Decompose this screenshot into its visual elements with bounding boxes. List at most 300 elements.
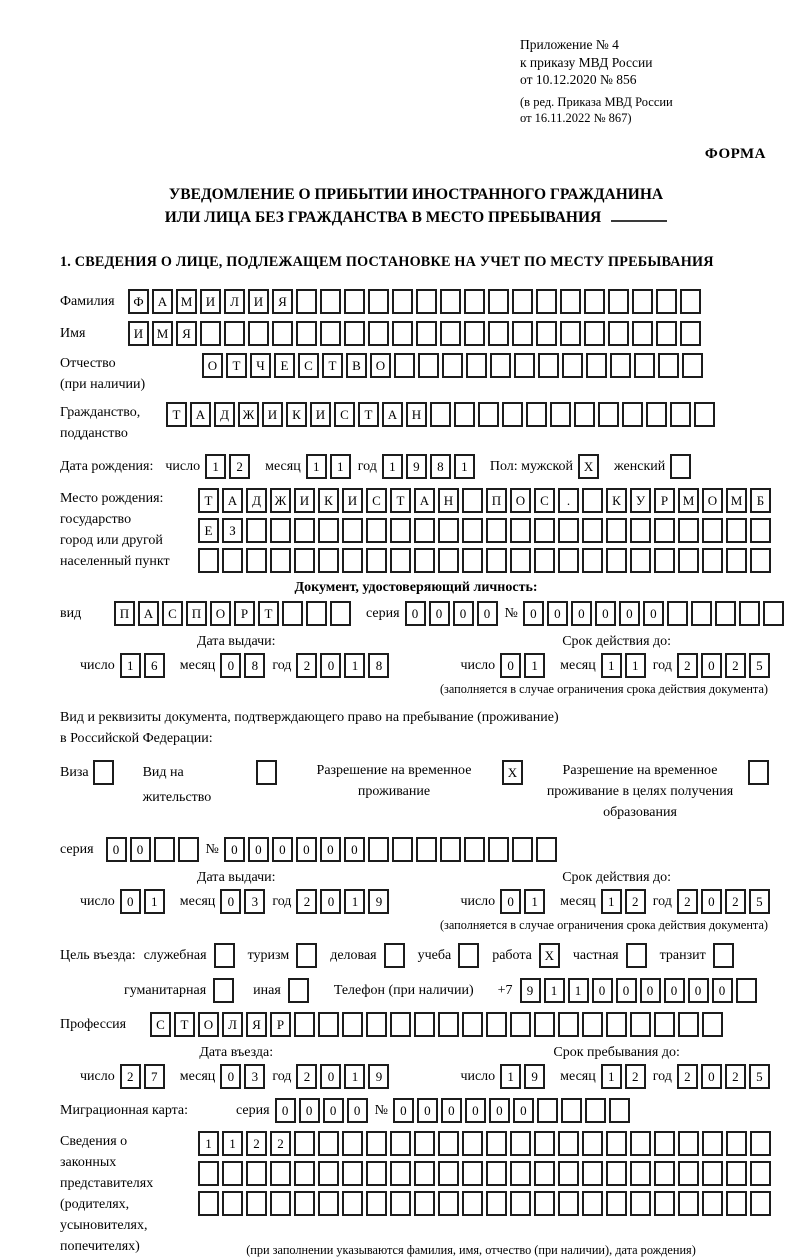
- char-cell[interactable]: [344, 289, 365, 314]
- char-cell[interactable]: [486, 518, 507, 543]
- female-checkbox[interactable]: [670, 454, 691, 479]
- char-cell[interactable]: [414, 1131, 435, 1156]
- char-cell[interactable]: 1: [344, 653, 365, 678]
- purpose-study-checkbox[interactable]: [458, 943, 479, 968]
- char-cell[interactable]: [462, 1161, 483, 1186]
- char-cell[interactable]: 1: [625, 653, 646, 678]
- char-cell[interactable]: [270, 1161, 291, 1186]
- char-cell[interactable]: [610, 353, 631, 378]
- char-cell[interactable]: О: [210, 601, 231, 626]
- char-cell[interactable]: [464, 289, 485, 314]
- char-cell[interactable]: С: [298, 353, 319, 378]
- char-cell[interactable]: Р: [270, 1012, 291, 1037]
- char-cell[interactable]: 8: [244, 653, 265, 678]
- char-cell[interactable]: [582, 1161, 603, 1186]
- char-cell[interactable]: [222, 1161, 243, 1186]
- char-cell[interactable]: М: [176, 289, 197, 314]
- char-cell[interactable]: [486, 548, 507, 573]
- char-cell[interactable]: [368, 837, 389, 862]
- char-cell[interactable]: 2: [677, 653, 698, 678]
- char-cell[interactable]: [366, 1161, 387, 1186]
- temp-residence-education-checkbox[interactable]: [748, 760, 769, 785]
- char-cell[interactable]: 2: [677, 1064, 698, 1089]
- char-cell[interactable]: [536, 289, 557, 314]
- char-cell[interactable]: 3: [244, 1064, 265, 1089]
- char-cell[interactable]: 0: [106, 837, 127, 862]
- char-cell[interactable]: [510, 1191, 531, 1216]
- char-cell[interactable]: [318, 1012, 339, 1037]
- char-cell[interactable]: [606, 518, 627, 543]
- char-cell[interactable]: [270, 518, 291, 543]
- char-cell[interactable]: [630, 1191, 651, 1216]
- char-cell[interactable]: 1: [344, 1064, 365, 1089]
- char-cell[interactable]: 0: [130, 837, 151, 862]
- char-cell[interactable]: 0: [248, 837, 269, 862]
- char-cell[interactable]: [702, 1131, 723, 1156]
- char-cell[interactable]: [606, 1012, 627, 1037]
- char-cell[interactable]: [512, 321, 533, 346]
- char-cell[interactable]: К: [286, 402, 307, 427]
- char-cell[interactable]: 2: [246, 1131, 267, 1156]
- char-cell[interactable]: П: [114, 601, 135, 626]
- char-cell[interactable]: [246, 1161, 267, 1186]
- char-cell[interactable]: [562, 353, 583, 378]
- char-cell[interactable]: А: [382, 402, 403, 427]
- char-cell[interactable]: [342, 518, 363, 543]
- char-cell[interactable]: [440, 321, 461, 346]
- char-cell[interactable]: Е: [274, 353, 295, 378]
- char-cell[interactable]: [366, 1012, 387, 1037]
- char-cell[interactable]: М: [726, 488, 747, 513]
- char-cell[interactable]: Д: [214, 402, 235, 427]
- char-cell[interactable]: Н: [438, 488, 459, 513]
- char-cell[interactable]: 0: [643, 601, 664, 626]
- char-cell[interactable]: [200, 321, 221, 346]
- char-cell[interactable]: [702, 1161, 723, 1186]
- char-cell[interactable]: [294, 1191, 315, 1216]
- purpose-humanitarian-checkbox[interactable]: [213, 978, 234, 1003]
- char-cell[interactable]: [318, 1161, 339, 1186]
- char-cell[interactable]: 1: [601, 889, 622, 914]
- char-cell[interactable]: [296, 321, 317, 346]
- char-cell[interactable]: [558, 548, 579, 573]
- char-cell[interactable]: [430, 402, 451, 427]
- char-cell[interactable]: 0: [320, 653, 341, 678]
- char-cell[interactable]: [366, 548, 387, 573]
- char-cell[interactable]: [490, 353, 511, 378]
- char-cell[interactable]: [270, 548, 291, 573]
- char-cell[interactable]: [390, 518, 411, 543]
- purpose-business-checkbox[interactable]: [384, 943, 405, 968]
- char-cell[interactable]: [366, 1131, 387, 1156]
- char-cell[interactable]: [534, 1012, 555, 1037]
- char-cell[interactable]: В: [346, 353, 367, 378]
- char-cell[interactable]: 2: [296, 1064, 317, 1089]
- char-cell[interactable]: [750, 1191, 771, 1216]
- char-cell[interactable]: 0: [347, 1098, 368, 1123]
- char-cell[interactable]: 0: [489, 1098, 510, 1123]
- char-cell[interactable]: [306, 601, 327, 626]
- char-cell[interactable]: [702, 1191, 723, 1216]
- char-cell[interactable]: И: [342, 488, 363, 513]
- char-cell[interactable]: [558, 1131, 579, 1156]
- char-cell[interactable]: [606, 1161, 627, 1186]
- char-cell[interactable]: [726, 1191, 747, 1216]
- char-cell[interactable]: 0: [320, 1064, 341, 1089]
- char-cell[interactable]: 2: [229, 454, 250, 479]
- char-cell[interactable]: И: [310, 402, 331, 427]
- char-cell[interactable]: [466, 353, 487, 378]
- char-cell[interactable]: [342, 1012, 363, 1037]
- char-cell[interactable]: [486, 1012, 507, 1037]
- purpose-work-checkbox[interactable]: X: [539, 943, 560, 968]
- char-cell[interactable]: [418, 353, 439, 378]
- char-cell[interactable]: [438, 1161, 459, 1186]
- char-cell[interactable]: 2: [270, 1131, 291, 1156]
- char-cell[interactable]: [702, 1012, 723, 1037]
- char-cell[interactable]: 0: [616, 978, 637, 1003]
- char-cell[interactable]: [512, 837, 533, 862]
- char-cell[interactable]: [318, 1191, 339, 1216]
- char-cell[interactable]: [464, 837, 485, 862]
- char-cell[interactable]: [462, 1191, 483, 1216]
- char-cell[interactable]: 1: [205, 454, 226, 479]
- char-cell[interactable]: А: [152, 289, 173, 314]
- char-cell[interactable]: [574, 402, 595, 427]
- char-cell[interactable]: 1: [544, 978, 565, 1003]
- char-cell[interactable]: [534, 1161, 555, 1186]
- char-cell[interactable]: 3: [244, 889, 265, 914]
- char-cell[interactable]: [646, 402, 667, 427]
- char-cell[interactable]: 0: [500, 653, 521, 678]
- purpose-tourism-checkbox[interactable]: [296, 943, 317, 968]
- char-cell[interactable]: [510, 548, 531, 573]
- char-cell[interactable]: [582, 548, 603, 573]
- char-cell[interactable]: Т: [174, 1012, 195, 1037]
- char-cell[interactable]: [667, 601, 688, 626]
- char-cell[interactable]: [654, 1191, 675, 1216]
- char-cell[interactable]: [654, 548, 675, 573]
- char-cell[interactable]: С: [162, 601, 183, 626]
- char-cell[interactable]: [654, 1012, 675, 1037]
- char-cell[interactable]: [558, 1012, 579, 1037]
- char-cell[interactable]: [763, 601, 784, 626]
- char-cell[interactable]: [246, 1191, 267, 1216]
- char-cell[interactable]: [464, 321, 485, 346]
- char-cell[interactable]: [442, 353, 463, 378]
- char-cell[interactable]: 2: [625, 1064, 646, 1089]
- char-cell[interactable]: 1: [344, 889, 365, 914]
- char-cell[interactable]: [198, 1191, 219, 1216]
- char-cell[interactable]: [678, 1191, 699, 1216]
- char-cell[interactable]: [606, 1131, 627, 1156]
- char-cell[interactable]: [342, 1131, 363, 1156]
- char-cell[interactable]: [392, 837, 413, 862]
- char-cell[interactable]: И: [294, 488, 315, 513]
- char-cell[interactable]: [726, 518, 747, 543]
- char-cell[interactable]: [392, 321, 413, 346]
- char-cell[interactable]: [584, 289, 605, 314]
- char-cell[interactable]: [526, 402, 547, 427]
- char-cell[interactable]: Я: [176, 321, 197, 346]
- char-cell[interactable]: 1: [500, 1064, 521, 1089]
- char-cell[interactable]: [750, 518, 771, 543]
- char-cell[interactable]: [438, 1012, 459, 1037]
- char-cell[interactable]: А: [222, 488, 243, 513]
- char-cell[interactable]: 0: [619, 601, 640, 626]
- char-cell[interactable]: 9: [524, 1064, 545, 1089]
- char-cell[interactable]: [608, 321, 629, 346]
- purpose-private-checkbox[interactable]: [626, 943, 647, 968]
- char-cell[interactable]: 0: [500, 889, 521, 914]
- char-cell[interactable]: А: [414, 488, 435, 513]
- char-cell[interactable]: [726, 1161, 747, 1186]
- char-cell[interactable]: Л: [222, 1012, 243, 1037]
- char-cell[interactable]: Я: [272, 289, 293, 314]
- char-cell[interactable]: И: [248, 289, 269, 314]
- char-cell[interactable]: Ж: [238, 402, 259, 427]
- char-cell[interactable]: .: [558, 488, 579, 513]
- char-cell[interactable]: [294, 518, 315, 543]
- char-cell[interactable]: [344, 321, 365, 346]
- char-cell[interactable]: Н: [406, 402, 427, 427]
- char-cell[interactable]: [510, 1012, 531, 1037]
- char-cell[interactable]: [739, 601, 760, 626]
- char-cell[interactable]: [246, 518, 267, 543]
- char-cell[interactable]: [658, 353, 679, 378]
- char-cell[interactable]: Т: [258, 601, 279, 626]
- char-cell[interactable]: И: [200, 289, 221, 314]
- char-cell[interactable]: О: [198, 1012, 219, 1037]
- char-cell[interactable]: [691, 601, 712, 626]
- char-cell[interactable]: [538, 353, 559, 378]
- char-cell[interactable]: [294, 1131, 315, 1156]
- char-cell[interactable]: 9: [368, 1064, 389, 1089]
- char-cell[interactable]: [670, 402, 691, 427]
- char-cell[interactable]: 7: [144, 1064, 165, 1089]
- char-cell[interactable]: 9: [520, 978, 541, 1003]
- char-cell[interactable]: [294, 1161, 315, 1186]
- char-cell[interactable]: [560, 321, 581, 346]
- char-cell[interactable]: Ч: [250, 353, 271, 378]
- char-cell[interactable]: [582, 518, 603, 543]
- char-cell[interactable]: [416, 289, 437, 314]
- char-cell[interactable]: [438, 1131, 459, 1156]
- char-cell[interactable]: [726, 1131, 747, 1156]
- char-cell[interactable]: 1: [330, 454, 351, 479]
- char-cell[interactable]: 1: [198, 1131, 219, 1156]
- char-cell[interactable]: 0: [296, 837, 317, 862]
- char-cell[interactable]: 0: [592, 978, 613, 1003]
- char-cell[interactable]: 0: [688, 978, 709, 1003]
- char-cell[interactable]: [534, 548, 555, 573]
- char-cell[interactable]: 1: [382, 454, 403, 479]
- char-cell[interactable]: [678, 548, 699, 573]
- char-cell[interactable]: 0: [595, 601, 616, 626]
- char-cell[interactable]: Ф: [128, 289, 149, 314]
- char-cell[interactable]: [318, 1131, 339, 1156]
- char-cell[interactable]: [656, 321, 677, 346]
- char-cell[interactable]: [632, 289, 653, 314]
- char-cell[interactable]: 8: [368, 653, 389, 678]
- char-cell[interactable]: 0: [344, 837, 365, 862]
- char-cell[interactable]: А: [190, 402, 211, 427]
- char-cell[interactable]: [366, 518, 387, 543]
- char-cell[interactable]: [536, 837, 557, 862]
- char-cell[interactable]: [558, 1191, 579, 1216]
- char-cell[interactable]: 0: [523, 601, 544, 626]
- char-cell[interactable]: 0: [701, 653, 722, 678]
- char-cell[interactable]: [510, 1161, 531, 1186]
- char-cell[interactable]: [736, 978, 757, 1003]
- char-cell[interactable]: С: [366, 488, 387, 513]
- char-cell[interactable]: [294, 548, 315, 573]
- char-cell[interactable]: [224, 321, 245, 346]
- visa-checkbox[interactable]: [93, 760, 114, 785]
- char-cell[interactable]: 0: [513, 1098, 534, 1123]
- char-cell[interactable]: Т: [226, 353, 247, 378]
- char-cell[interactable]: 1: [568, 978, 589, 1003]
- char-cell[interactable]: [582, 488, 603, 513]
- char-cell[interactable]: Е: [198, 518, 219, 543]
- char-cell[interactable]: О: [202, 353, 223, 378]
- char-cell[interactable]: [582, 1012, 603, 1037]
- char-cell[interactable]: Я: [246, 1012, 267, 1037]
- char-cell[interactable]: 0: [220, 653, 241, 678]
- char-cell[interactable]: [694, 402, 715, 427]
- char-cell[interactable]: [438, 518, 459, 543]
- char-cell[interactable]: 0: [571, 601, 592, 626]
- char-cell[interactable]: 0: [275, 1098, 296, 1123]
- char-cell[interactable]: [609, 1098, 630, 1123]
- char-cell[interactable]: О: [702, 488, 723, 513]
- char-cell[interactable]: [702, 548, 723, 573]
- char-cell[interactable]: Р: [234, 601, 255, 626]
- char-cell[interactable]: [462, 518, 483, 543]
- char-cell[interactable]: М: [152, 321, 173, 346]
- male-checkbox[interactable]: X: [578, 454, 599, 479]
- char-cell[interactable]: 0: [220, 1064, 241, 1089]
- char-cell[interactable]: [750, 548, 771, 573]
- char-cell[interactable]: О: [510, 488, 531, 513]
- char-cell[interactable]: 0: [120, 889, 141, 914]
- char-cell[interactable]: [462, 1012, 483, 1037]
- char-cell[interactable]: 0: [417, 1098, 438, 1123]
- char-cell[interactable]: И: [262, 402, 283, 427]
- char-cell[interactable]: [438, 548, 459, 573]
- char-cell[interactable]: [558, 518, 579, 543]
- char-cell[interactable]: [558, 1161, 579, 1186]
- char-cell[interactable]: [416, 837, 437, 862]
- char-cell[interactable]: [534, 1191, 555, 1216]
- char-cell[interactable]: [606, 548, 627, 573]
- char-cell[interactable]: С: [334, 402, 355, 427]
- char-cell[interactable]: [715, 601, 736, 626]
- char-cell[interactable]: [282, 601, 303, 626]
- char-cell[interactable]: [654, 518, 675, 543]
- char-cell[interactable]: [630, 518, 651, 543]
- char-cell[interactable]: 0: [320, 889, 341, 914]
- char-cell[interactable]: Т: [322, 353, 343, 378]
- char-cell[interactable]: 0: [664, 978, 685, 1003]
- char-cell[interactable]: К: [318, 488, 339, 513]
- char-cell[interactable]: [368, 321, 389, 346]
- char-cell[interactable]: П: [186, 601, 207, 626]
- char-cell[interactable]: [678, 1012, 699, 1037]
- char-cell[interactable]: [318, 548, 339, 573]
- char-cell[interactable]: Д: [246, 488, 267, 513]
- char-cell[interactable]: 0: [640, 978, 661, 1003]
- char-cell[interactable]: 0: [299, 1098, 320, 1123]
- char-cell[interactable]: [486, 1191, 507, 1216]
- char-cell[interactable]: 2: [120, 1064, 141, 1089]
- char-cell[interactable]: [318, 518, 339, 543]
- char-cell[interactable]: [454, 402, 475, 427]
- char-cell[interactable]: [630, 1012, 651, 1037]
- char-cell[interactable]: [462, 548, 483, 573]
- char-cell[interactable]: Т: [390, 488, 411, 513]
- char-cell[interactable]: [584, 321, 605, 346]
- char-cell[interactable]: 2: [296, 889, 317, 914]
- char-cell[interactable]: 5: [749, 653, 770, 678]
- purpose-transit-checkbox[interactable]: [713, 943, 734, 968]
- char-cell[interactable]: Ж: [270, 488, 291, 513]
- char-cell[interactable]: [270, 1191, 291, 1216]
- char-cell[interactable]: П: [486, 488, 507, 513]
- char-cell[interactable]: [502, 402, 523, 427]
- char-cell[interactable]: [198, 548, 219, 573]
- char-cell[interactable]: [222, 1191, 243, 1216]
- char-cell[interactable]: [561, 1098, 582, 1123]
- temp-residence-checkbox[interactable]: X: [502, 760, 523, 785]
- purpose-official-checkbox[interactable]: [214, 943, 235, 968]
- char-cell[interactable]: [368, 289, 389, 314]
- char-cell[interactable]: 1: [601, 653, 622, 678]
- char-cell[interactable]: [634, 353, 655, 378]
- char-cell[interactable]: [750, 1161, 771, 1186]
- residence-permit-checkbox[interactable]: [256, 760, 277, 785]
- char-cell[interactable]: [678, 518, 699, 543]
- char-cell[interactable]: [680, 321, 701, 346]
- char-cell[interactable]: [654, 1131, 675, 1156]
- char-cell[interactable]: [682, 353, 703, 378]
- char-cell[interactable]: [630, 1161, 651, 1186]
- char-cell[interactable]: [390, 1131, 411, 1156]
- char-cell[interactable]: 2: [625, 889, 646, 914]
- char-cell[interactable]: [248, 321, 269, 346]
- char-cell[interactable]: [606, 1191, 627, 1216]
- char-cell[interactable]: [486, 1131, 507, 1156]
- char-cell[interactable]: 8: [430, 454, 451, 479]
- char-cell[interactable]: [222, 548, 243, 573]
- char-cell[interactable]: [678, 1131, 699, 1156]
- char-cell[interactable]: 0: [701, 889, 722, 914]
- char-cell[interactable]: 9: [406, 454, 427, 479]
- char-cell[interactable]: 1: [144, 889, 165, 914]
- char-cell[interactable]: 0: [224, 837, 245, 862]
- char-cell[interactable]: [582, 1191, 603, 1216]
- char-cell[interactable]: [296, 289, 317, 314]
- char-cell[interactable]: 0: [453, 601, 474, 626]
- char-cell[interactable]: [320, 289, 341, 314]
- char-cell[interactable]: 2: [677, 889, 698, 914]
- char-cell[interactable]: [198, 1161, 219, 1186]
- char-cell[interactable]: 2: [725, 1064, 746, 1089]
- char-cell[interactable]: [654, 1161, 675, 1186]
- char-cell[interactable]: [726, 548, 747, 573]
- char-cell[interactable]: [488, 837, 509, 862]
- char-cell[interactable]: [416, 321, 437, 346]
